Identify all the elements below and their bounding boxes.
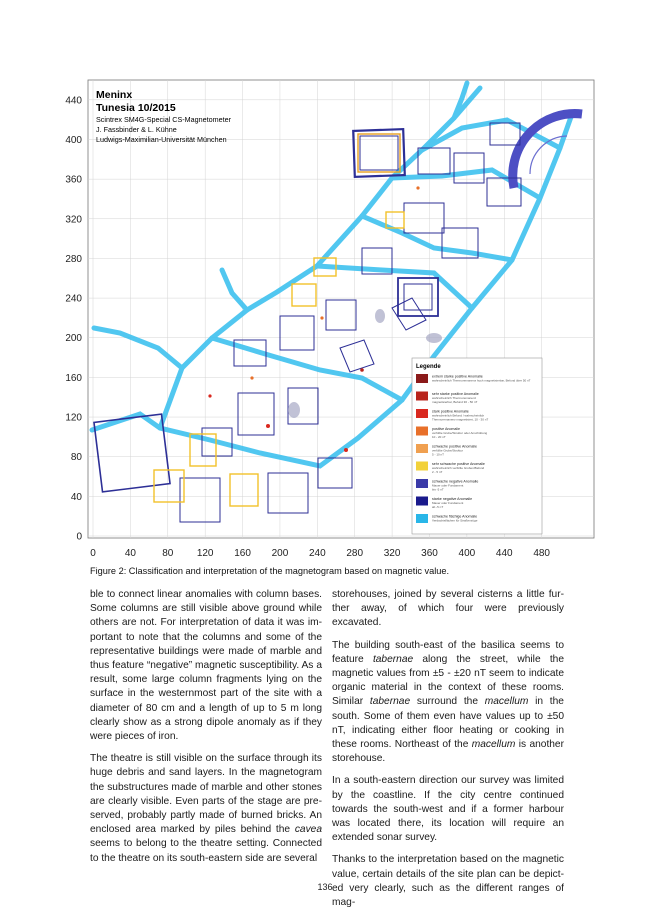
x-tick-label: 360 (421, 548, 438, 559)
x-tick-label: 280 (346, 548, 364, 559)
legend-sublabel: wahrscheinlich Befund / wahrscheinlich (432, 413, 485, 418)
y-tick-label: 160 (65, 372, 82, 384)
paragraph: ble to connect linear anomalies with column bases. Some columns are still visible above ground while others are not. For interpretation of data it was important to note that the columns and some of the representative buildings were made of marble and thus feature “negative” magnetic susceptibility. As a result, some large column fragments lying on the surface in the westernmost part of the site with a diameter of 80 cm and a length of up to 5 m long clearly show as a strong dipole anomaly as if they were pieces of iron. (90, 589, 322, 743)
page-number: 136 (317, 882, 333, 892)
title-line-5: Ludwigs-Maximilian-Universität München (96, 135, 227, 144)
text-column-right (332, 588, 564, 918)
x-tick-label: 120 (196, 548, 214, 559)
y-tick-label: 80 (70, 452, 82, 464)
y-tick-label: 240 (65, 293, 82, 305)
legend-sublabel: wahrscheinlich Thermoremanenz hoch magnetisierbar, Befund über 50 nT (432, 378, 531, 383)
legend-swatch (416, 392, 428, 401)
y-tick-label: 0 (76, 531, 82, 543)
y-tick-label: 280 (65, 253, 82, 265)
legend-sublabel: Mauer oder Fundament (432, 501, 464, 505)
legend-label: starke negative Anomalie (432, 497, 473, 501)
x-tick-label: 0 (90, 548, 96, 559)
legend-swatch (416, 497, 428, 506)
x-tick-label: 200 (271, 548, 289, 559)
x-tick-label: 400 (458, 548, 476, 559)
legend-label: sehr schwache positive Anomalie (432, 462, 485, 466)
legend-sublabel: verfüllte Grube/Struktur (432, 448, 464, 453)
y-tick-label: 400 (65, 134, 82, 146)
x-tick-label: 80 (162, 548, 174, 559)
legend-sublabel: wahrscheinlich verfüllte Gruben/Befund (432, 466, 485, 470)
y-tick-label: 320 (65, 214, 82, 226)
legend-label: schwache negative Anomalie (432, 479, 479, 484)
paragraph: The theatre is still visible on the surface through its huge debris and sand layers. In the magnetogram the substructures made of marble and other stones are clearly visible. Even parts of the stage are preserved, probably partly made of burned bricks. An enclosed area marked by piles behind the cavea seems to belong to the theatre setting. Connected to the theatre on its south-eastern side are several (90, 753, 322, 864)
y-tick-label: 200 (65, 333, 82, 345)
legend-label: positive Anomalie (432, 427, 460, 431)
legend-sublabel: Mauer oder Fundament (432, 483, 464, 488)
y-tick-label: 120 (65, 412, 82, 424)
legend-sublabel: wahrscheinlich Thermoremanenz (432, 396, 477, 400)
x-tick-label: 40 (124, 548, 136, 559)
title-line-4: J. Fassbinder & L. Kühne (96, 125, 177, 134)
legend-sublabel-2: ab -5 nT (432, 505, 444, 509)
legend-title: Legende (416, 364, 441, 370)
y-tick-label: 360 (65, 174, 82, 186)
x-tick-label: 240 (308, 548, 326, 559)
legend-swatch (416, 409, 428, 418)
legend-sublabel-2: 5 - 10 nT (432, 452, 445, 457)
x-tick-label: 480 (533, 548, 551, 559)
legend-label: extrem starke positive Anomalie (432, 374, 483, 379)
legend-swatch (416, 374, 428, 383)
text-column-left (90, 588, 322, 874)
title-line-3: Scintrex SM4G-Special CS-Magnetometer (96, 115, 232, 124)
legend-sublabel-2: 2 - 5 nT (432, 470, 443, 474)
legend (412, 358, 542, 534)
title-line-1: Meninx (96, 89, 133, 101)
y-tick-label: 440 (65, 95, 82, 107)
legend-sublabel-2: magnetisierbar, Befund 30 - 50 nT (432, 400, 478, 404)
paragraph: storehouses, joined by several cisterns a little further away, of which four were previously excavated. (332, 589, 564, 629)
legend-swatch (416, 462, 428, 471)
y-tick-label: 40 (70, 491, 82, 503)
legend-sublabel-2: 10 - 20 nT (432, 435, 446, 439)
legend-swatch (416, 479, 428, 488)
paragraph: The building south-east of the basilica seems to feature tabernae along the street, while the magnetic values from ±5 - ±20 nT seem to indicate organic material in the context of these rooms. Similar tabernae surround the macellum in the south. Some of them even have values up to ±50 nT, indicating either floor heating or cooking in these rooms. Northeast of the macellum is another storehouse. (332, 639, 564, 765)
legend-swatch (416, 444, 428, 453)
legend-sublabel-2: bis -5 nT (432, 487, 444, 492)
legend-sublabel: Verdachtsflächen für Straßenzüge (432, 518, 478, 523)
x-tick-label: 320 (383, 548, 401, 559)
legend-label: schwache positive Anomalie (432, 444, 477, 449)
title-line-2: Tunesia 10/2015 (96, 102, 176, 114)
legend-sublabel-2: Thermoremanenz magnetisiert, 10 - 30 nT (432, 417, 489, 422)
legend-label: schwache flächige Anomalie (432, 514, 478, 519)
legend-swatch (416, 514, 428, 523)
paragraph: Thanks to the interpretation based on the magnetic value, certain details of the site plan can be depicted very clearly, such as the different ranges of mag- (332, 854, 564, 909)
legend-swatch (416, 427, 428, 436)
legend-sublabel: verfüllte Grube/Struktur oder Anschüttung (432, 431, 488, 435)
site-plan-figure (62, 78, 598, 568)
x-tick-label: 440 (495, 548, 513, 559)
x-axis-ticks (90, 548, 550, 559)
legend-label: sehr starke positive Anomalie (432, 392, 479, 396)
figure-caption: Figure 2: Classification and interpretation of the magnetogram based on magnetic value. (90, 566, 450, 576)
legend-label: stark positive Anomalie (432, 409, 469, 414)
paragraph: In a south-eastern direction our survey was limited by the coastline. If the city centre continued towards the south-west and if a former harbour was located there, its location will require an extended sonar survey. (332, 775, 564, 844)
x-tick-label: 160 (234, 548, 251, 559)
y-axis-ticks (65, 95, 82, 542)
